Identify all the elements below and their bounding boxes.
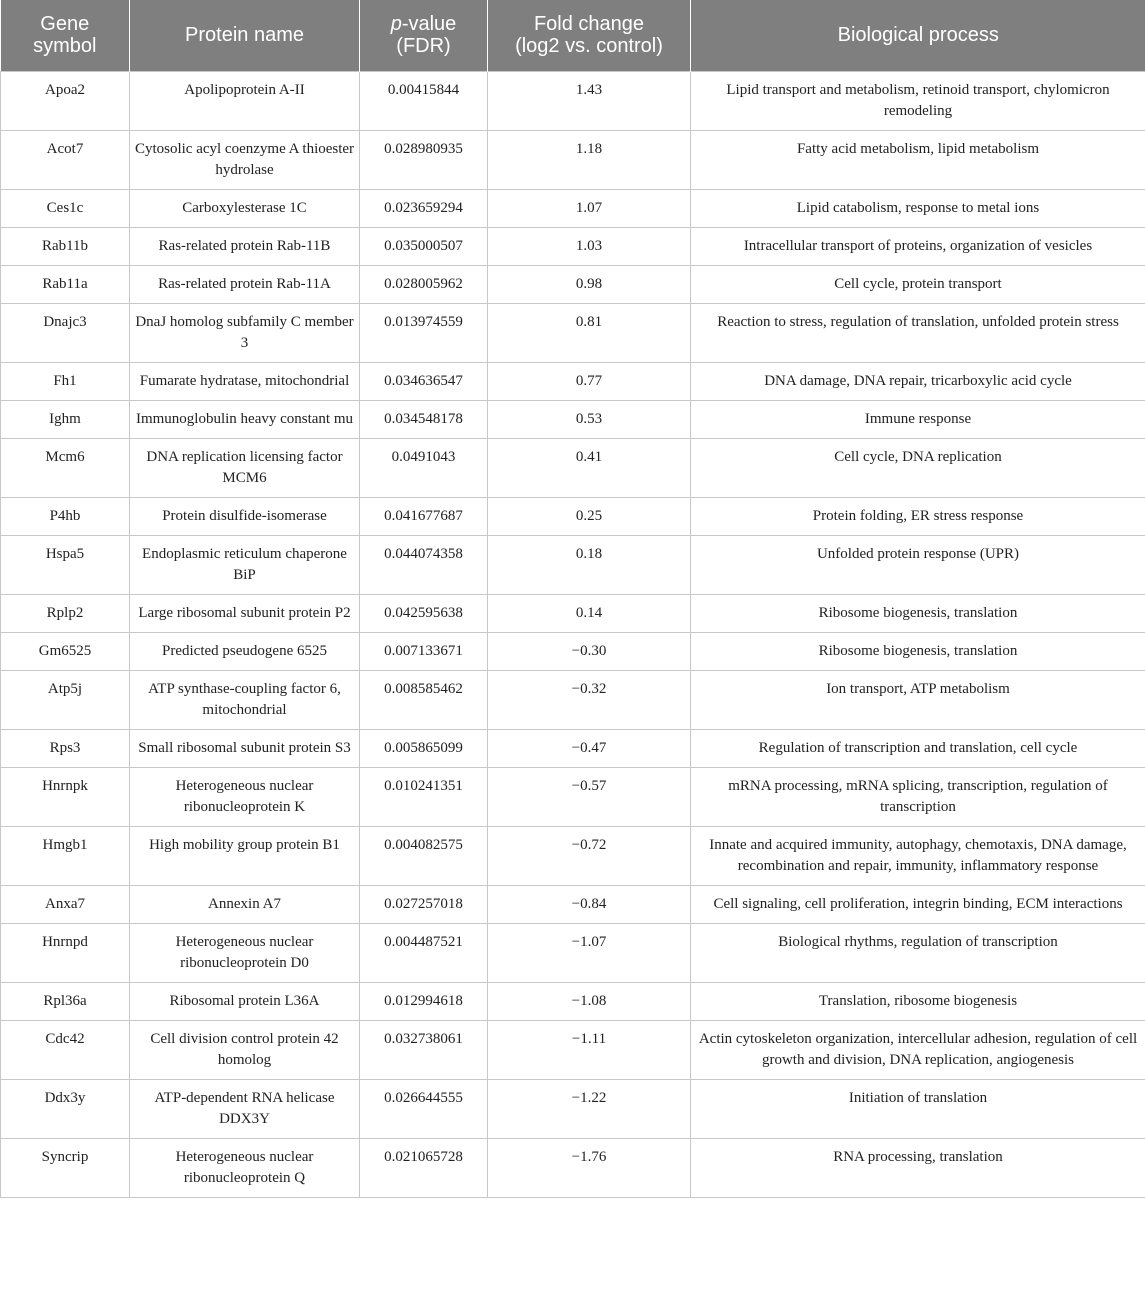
cell-biological-process: Initiation of translation bbox=[691, 1079, 1145, 1138]
cell-biological-process: Cell cycle, protein transport bbox=[691, 265, 1145, 303]
table-row bbox=[1, 632, 1145, 670]
table-row bbox=[1, 826, 1145, 885]
cell-biological-process: Immune response bbox=[691, 400, 1145, 438]
cell-protein-name: ATP synthase-coupling factor 6, mitochondrial bbox=[130, 670, 360, 729]
header-fold-change-line2: (log2 vs. control) bbox=[515, 35, 663, 58]
cell-fold-change: −0.47 bbox=[488, 729, 691, 767]
cell-biological-process: DNA damage, DNA repair, tricarboxylic acid cycle bbox=[691, 362, 1145, 400]
cell-gene-symbol: Gm6525 bbox=[1, 632, 130, 670]
cell-gene-symbol: Hnrnpk bbox=[1, 767, 130, 826]
cell-gene-symbol: Ighm bbox=[1, 400, 130, 438]
cell-biological-process: Ion transport, ATP metabolism bbox=[691, 670, 1145, 729]
cell-fold-change: 0.18 bbox=[488, 535, 691, 594]
table-row bbox=[1, 189, 1145, 227]
cell-gene-symbol: Rab11a bbox=[1, 265, 130, 303]
cell-fold-change: 1.07 bbox=[488, 189, 691, 227]
cell-biological-process: Lipid catabolism, response to metal ions bbox=[691, 189, 1145, 227]
cell-biological-process: Cell signaling, cell proliferation, integrin binding, ECM interactions bbox=[691, 885, 1145, 923]
header-biological-process bbox=[691, 0, 1145, 71]
cell-protein-name: Heterogeneous nuclear ribonucleoprotein K bbox=[130, 767, 360, 826]
cell-gene-symbol: Acot7 bbox=[1, 130, 130, 189]
cell-protein-name: ATP-dependent RNA helicase DDX3Y bbox=[130, 1079, 360, 1138]
cell-gene-symbol: Mcm6 bbox=[1, 438, 130, 497]
cell-protein-name: Heterogeneous nuclear ribonucleoprotein Q bbox=[130, 1138, 360, 1197]
cell-protein-name: Fumarate hydratase, mitochondrial bbox=[130, 362, 360, 400]
cell-protein-name: Immunoglobulin heavy constant mu bbox=[130, 400, 360, 438]
cell-biological-process: Translation, ribosome biogenesis bbox=[691, 982, 1145, 1020]
cell-fold-change: −1.07 bbox=[488, 923, 691, 982]
cell-protein-name: Ras-related protein Rab-11B bbox=[130, 227, 360, 265]
cell-gene-symbol: Hmgb1 bbox=[1, 826, 130, 885]
header-biological-process-label: Biological process bbox=[837, 24, 999, 47]
table-row bbox=[1, 729, 1145, 767]
header-gene-symbol bbox=[1, 0, 130, 71]
cell-biological-process: Reaction to stress, regulation of translation, unfolded protein stress bbox=[691, 303, 1145, 362]
cell-protein-name: Cytosolic acyl coenzyme A thioester hydrolase bbox=[130, 130, 360, 189]
cell-biological-process: Biological rhythms, regulation of transcription bbox=[691, 923, 1145, 982]
cell-fold-change: −0.72 bbox=[488, 826, 691, 885]
cell-p-value: 0.012994618 bbox=[360, 982, 488, 1020]
cell-gene-symbol: Rps3 bbox=[1, 729, 130, 767]
cell-p-value: 0.013974559 bbox=[360, 303, 488, 362]
cell-protein-name: Large ribosomal subunit protein P2 bbox=[130, 594, 360, 632]
cell-gene-symbol: Cdc42 bbox=[1, 1020, 130, 1079]
cell-gene-symbol: Dnajc3 bbox=[1, 303, 130, 362]
table-row bbox=[1, 1020, 1145, 1079]
cell-fold-change: −1.08 bbox=[488, 982, 691, 1020]
cell-p-value: 0.023659294 bbox=[360, 189, 488, 227]
cell-protein-name: Endoplasmic reticulum chaperone BiP bbox=[130, 535, 360, 594]
cell-protein-name: Carboxylesterase 1C bbox=[130, 189, 360, 227]
cell-protein-name: DnaJ homolog subfamily C member 3 bbox=[130, 303, 360, 362]
cell-protein-name: Ribosomal protein L36A bbox=[130, 982, 360, 1020]
cell-p-value: 0.004082575 bbox=[360, 826, 488, 885]
cell-gene-symbol: Fh1 bbox=[1, 362, 130, 400]
cell-biological-process: Unfolded protein response (UPR) bbox=[691, 535, 1145, 594]
cell-gene-symbol: Apoa2 bbox=[1, 71, 130, 130]
header-fold-change bbox=[488, 0, 691, 71]
cell-gene-symbol: Atp5j bbox=[1, 670, 130, 729]
cell-p-value: 0.005865099 bbox=[360, 729, 488, 767]
cell-fold-change: 0.53 bbox=[488, 400, 691, 438]
cell-fold-change: 0.25 bbox=[488, 497, 691, 535]
table-row bbox=[1, 594, 1145, 632]
header-protein-name bbox=[130, 0, 360, 71]
cell-gene-symbol: Rpl36a bbox=[1, 982, 130, 1020]
cell-gene-symbol: Hspa5 bbox=[1, 535, 130, 594]
cell-protein-name: Cell division control protein 42 homolog bbox=[130, 1020, 360, 1079]
cell-biological-process: RNA processing, translation bbox=[691, 1138, 1145, 1197]
cell-gene-symbol: Hnrnpd bbox=[1, 923, 130, 982]
cell-p-value: 0.004487521 bbox=[360, 923, 488, 982]
cell-biological-process: Lipid transport and metabolism, retinoid transport, chylomicron remodeling bbox=[691, 71, 1145, 130]
cell-protein-name: Annexin A7 bbox=[130, 885, 360, 923]
cell-fold-change: −1.76 bbox=[488, 1138, 691, 1197]
cell-protein-name: Predicted pseudogene 6525 bbox=[130, 632, 360, 670]
cell-fold-change: −0.30 bbox=[488, 632, 691, 670]
table-body bbox=[1, 71, 1145, 1197]
cell-p-value: 0.027257018 bbox=[360, 885, 488, 923]
cell-protein-name: DNA replication licensing factor MCM6 bbox=[130, 438, 360, 497]
cell-p-value: 0.044074358 bbox=[360, 535, 488, 594]
cell-p-value: 0.032738061 bbox=[360, 1020, 488, 1079]
cell-protein-name: Apolipoprotein A-II bbox=[130, 71, 360, 130]
header-p-value-line1 bbox=[364, 13, 483, 35]
cell-p-value: 0.008585462 bbox=[360, 670, 488, 729]
cell-p-value: 0.007133671 bbox=[360, 632, 488, 670]
cell-fold-change: 1.18 bbox=[488, 130, 691, 189]
cell-protein-name: Heterogeneous nuclear ribonucleoprotein D0 bbox=[130, 923, 360, 982]
table-row bbox=[1, 265, 1145, 303]
cell-biological-process: Cell cycle, DNA replication bbox=[691, 438, 1145, 497]
cell-protein-name: Ras-related protein Rab-11A bbox=[130, 265, 360, 303]
header-protein-name-label: Protein name bbox=[185, 24, 304, 47]
header-gene-symbol-line2: symbol bbox=[33, 35, 97, 58]
cell-fold-change: 0.41 bbox=[488, 438, 691, 497]
table-header bbox=[1, 0, 1145, 71]
header-fold-change-line1: Fold change bbox=[533, 13, 645, 36]
cell-p-value: 0.028980935 bbox=[360, 130, 488, 189]
cell-p-value: 0.028005962 bbox=[360, 265, 488, 303]
cell-p-value: 0.021065728 bbox=[360, 1138, 488, 1197]
table-row bbox=[1, 303, 1145, 362]
cell-gene-symbol: Rab11b bbox=[1, 227, 130, 265]
cell-p-value: 0.042595638 bbox=[360, 594, 488, 632]
cell-fold-change: 0.14 bbox=[488, 594, 691, 632]
cell-fold-change: −0.57 bbox=[488, 767, 691, 826]
cell-biological-process: Innate and acquired immunity, autophagy, chemotaxis, DNA damage, recombination and repair, immunity, inflammatory response bbox=[691, 826, 1145, 885]
cell-biological-process: mRNA processing, mRNA splicing, transcription, regulation of transcription bbox=[691, 767, 1145, 826]
cell-p-value: 0.026644555 bbox=[360, 1079, 488, 1138]
cell-fold-change: −0.32 bbox=[488, 670, 691, 729]
cell-p-value: 0.00415844 bbox=[360, 71, 488, 130]
cell-protein-name: Small ribosomal subunit protein S3 bbox=[130, 729, 360, 767]
cell-fold-change: 1.03 bbox=[488, 227, 691, 265]
table-row bbox=[1, 885, 1145, 923]
cell-gene-symbol: Ddx3y bbox=[1, 1079, 130, 1138]
table-row bbox=[1, 438, 1145, 497]
table-row bbox=[1, 497, 1145, 535]
header-gene-symbol-line1: Gene bbox=[40, 13, 90, 36]
cell-p-value: 0.034548178 bbox=[360, 400, 488, 438]
header-p-value-line2: (FDR) bbox=[396, 35, 451, 58]
table-row bbox=[1, 670, 1145, 729]
cell-fold-change: −0.84 bbox=[488, 885, 691, 923]
cell-biological-process: Ribosome biogenesis, translation bbox=[691, 594, 1145, 632]
cell-gene-symbol: Ces1c bbox=[1, 189, 130, 227]
cell-biological-process: Fatty acid metabolism, lipid metabolism bbox=[691, 130, 1145, 189]
table-row bbox=[1, 71, 1145, 130]
table-row bbox=[1, 362, 1145, 400]
cell-fold-change: −1.22 bbox=[488, 1079, 691, 1138]
table-row bbox=[1, 535, 1145, 594]
cell-biological-process: Actin cytoskeleton organization, intercellular adhesion, regulation of cell growth and division, DNA replication, angiogenesis bbox=[691, 1020, 1145, 1079]
cell-protein-name: Protein disulfide-isomerase bbox=[130, 497, 360, 535]
cell-fold-change: 0.81 bbox=[488, 303, 691, 362]
header-p-value-rest: -value bbox=[401, 13, 457, 36]
cell-p-value: 0.010241351 bbox=[360, 767, 488, 826]
table-row bbox=[1, 982, 1145, 1020]
cell-protein-name: High mobility group protein B1 bbox=[130, 826, 360, 885]
cell-p-value: 0.041677687 bbox=[360, 497, 488, 535]
header-p-value bbox=[360, 0, 488, 71]
cell-biological-process: Intracellular transport of proteins, organization of vesicles bbox=[691, 227, 1145, 265]
cell-fold-change: 0.98 bbox=[488, 265, 691, 303]
cell-biological-process: Regulation of transcription and translation, cell cycle bbox=[691, 729, 1145, 767]
header-p-value-italic: p bbox=[390, 13, 402, 36]
cell-gene-symbol: P4hb bbox=[1, 497, 130, 535]
cell-fold-change: −1.11 bbox=[488, 1020, 691, 1079]
table-row bbox=[1, 130, 1145, 189]
cell-fold-change: 1.43 bbox=[488, 71, 691, 130]
cell-biological-process: Protein folding, ER stress response bbox=[691, 497, 1145, 535]
cell-gene-symbol: Syncrip bbox=[1, 1138, 130, 1197]
header-row bbox=[1, 0, 1145, 71]
table-row bbox=[1, 1138, 1145, 1197]
table-row bbox=[1, 1079, 1145, 1138]
cell-p-value: 0.0491043 bbox=[360, 438, 488, 497]
cell-gene-symbol: Anxa7 bbox=[1, 885, 130, 923]
cell-p-value: 0.035000507 bbox=[360, 227, 488, 265]
table-row bbox=[1, 767, 1145, 826]
cell-biological-process: Ribosome biogenesis, translation bbox=[691, 632, 1145, 670]
cell-gene-symbol: Rplp2 bbox=[1, 594, 130, 632]
cell-p-value: 0.034636547 bbox=[360, 362, 488, 400]
cell-fold-change: 0.77 bbox=[488, 362, 691, 400]
table-row bbox=[1, 227, 1145, 265]
table-row bbox=[1, 923, 1145, 982]
table-row bbox=[1, 400, 1145, 438]
